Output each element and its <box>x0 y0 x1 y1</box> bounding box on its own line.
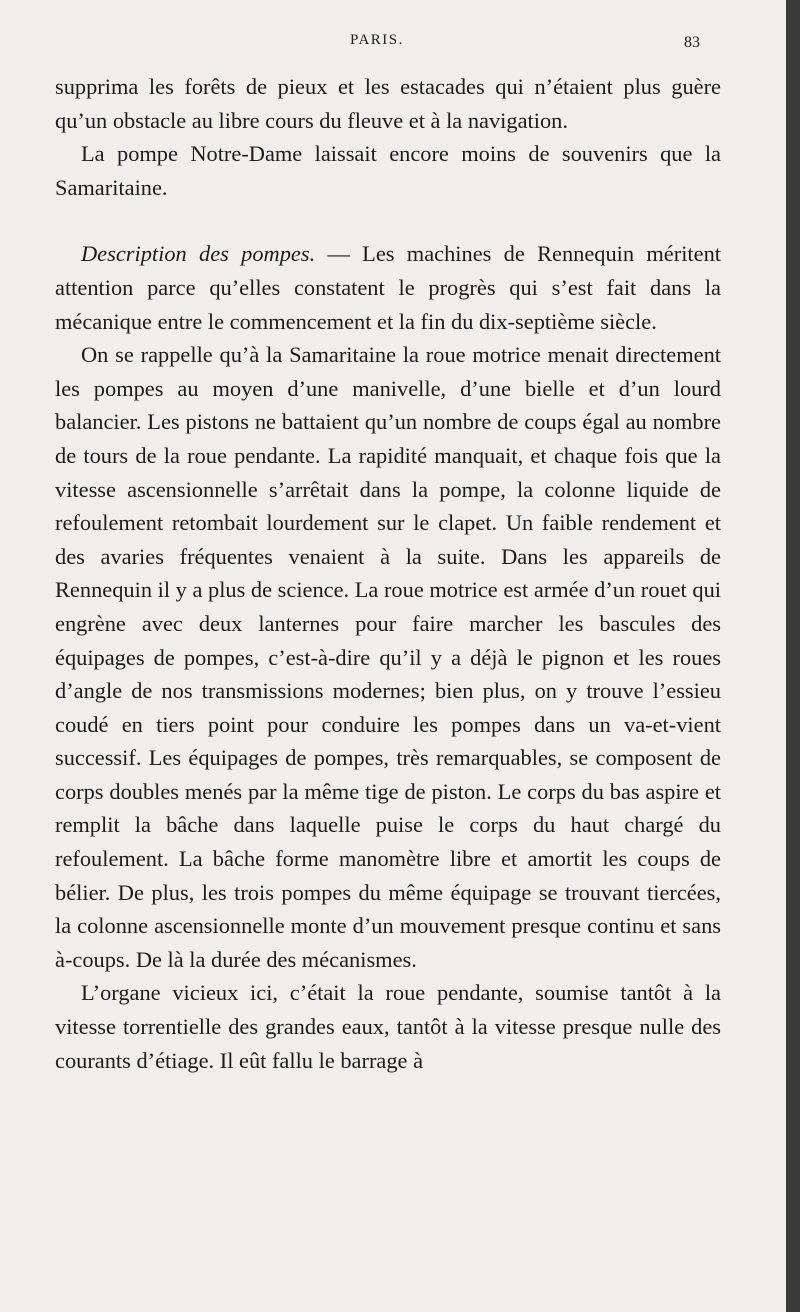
running-header <box>0 32 786 56</box>
paragraph-text: — Les machines de Rennequin méritent attention parce qu’elles constatent le progrès qui s’est fait dans la mécanique entre le commencement et la fin du dix-septième siècle. <box>55 241 721 334</box>
page-body <box>55 70 721 1077</box>
page-number: 83 <box>684 34 700 51</box>
paragraph-continued <box>55 70 721 137</box>
paragraph-samaritaine <box>55 338 721 976</box>
running-head-title: PARIS. <box>350 32 404 48</box>
paragraph-text: On se rappelle qu’à la Samaritaine la roue motrice menait directement les pompes au moyen d’une manivelle, d’une bielle et d’un lourd balancier. Les pistons ne battaient qu’un nombre de coups égal au nombre de tours de la roue pendante. La rapidité manquait, et chaque fois que la vitesse ascensionnelle s’arrêtait dans la pompe, la colonne liquide de refoulement retombait lourdement sur le clapet. Un faible rendement et des avaries fréquentes venaient à la suite. Dans les appareils de Rennequin il y a plus de science. La roue motrice est armée d’un rouet qui engrène avec deux lanternes pour faire marcher les bascules des équipages de pompes, c’est-à-dire qu’il y a déjà le pignon et les roues d’angle de nos transmissions modernes; bien plus, on y trouve l’essieu coudé en tiers point pour conduire les pompes dans un va-et-vient successif. Les équipages de pompes, très remarquables, se composent de corps doubles menés par la même tige de piston. Le corps du bas aspire et remplit la bâche dans laquelle puise le corps du haut chargé du refoulement. La bâche forme manomètre libre et amortit les coups de bélier. De plus, les trois pompes du même équipage se trouvant tiercées, la colonne ascensionnelle monte d’un mouvement presque continu et sans à-coups. De là la durée des mécanismes. <box>55 342 721 972</box>
paragraph-text: La pompe Notre-Dame laissait encore moins de souvenirs que la Samaritaine. <box>55 141 721 200</box>
paragraph-description-des-pompes <box>55 237 721 338</box>
paragraph-roue-pendante <box>55 976 721 1077</box>
section-heading: Description des pompes. <box>81 241 316 267</box>
paragraph-notre-dame <box>55 137 721 204</box>
paragraph-text: L’organe vicieux ici, c’était la roue pendante, soumise tantôt à la vitesse torrentielle des grandes eaux, tantôt à la vitesse presque nulle des courants d’étiage. Il eût fallu le barrage à <box>55 980 721 1073</box>
paragraph-text: supprima les forêts de pieux et les estacades qui n’étaient plus guère qu’un obstacle au libre cours du fleuve et à la navigation. <box>55 74 721 133</box>
